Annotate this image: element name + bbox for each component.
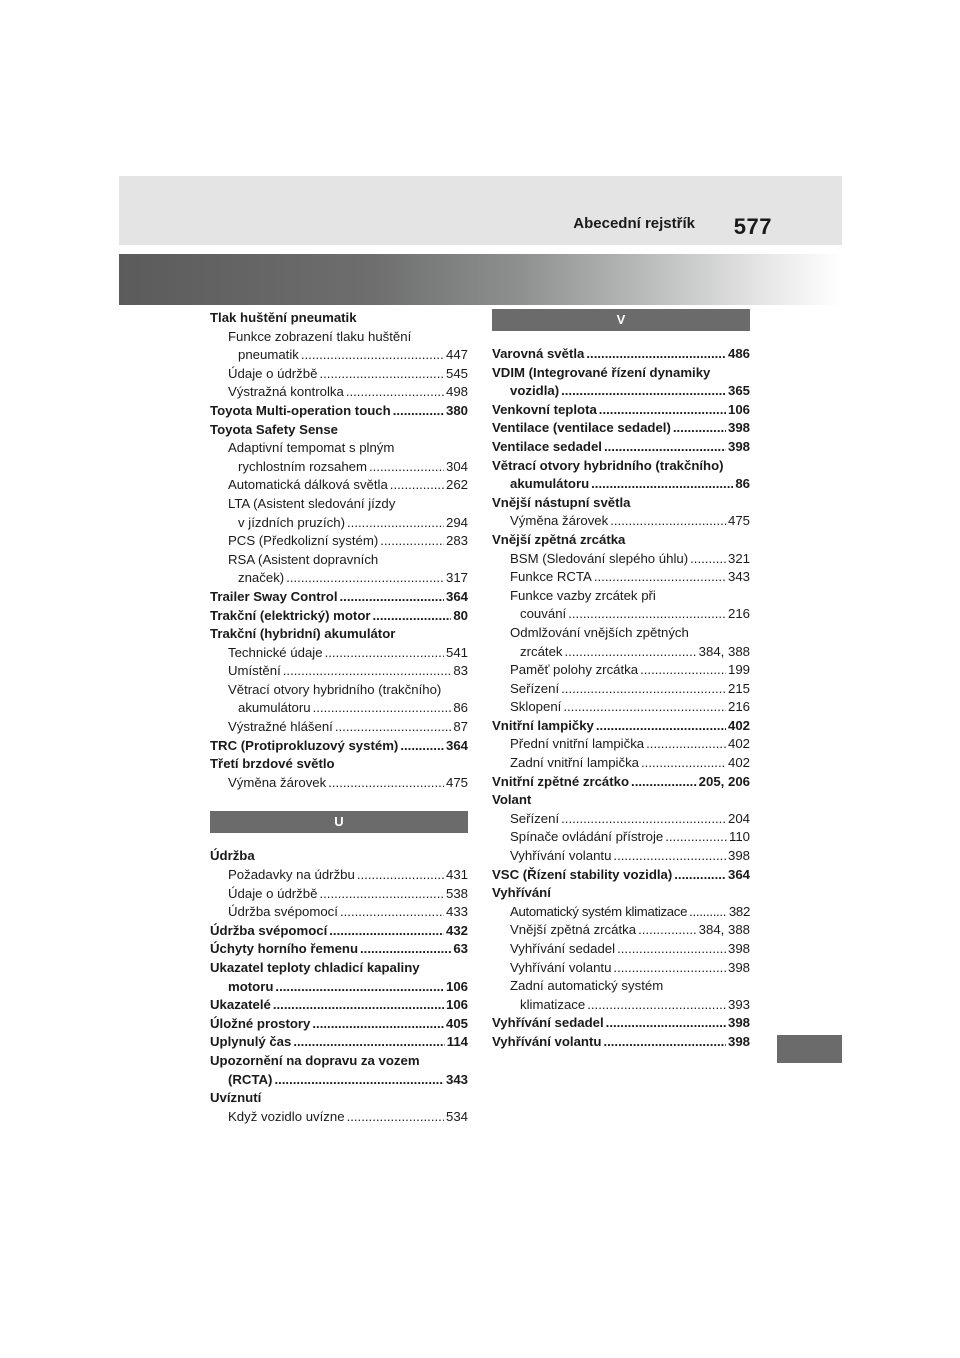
page-reference: 398 [727, 848, 750, 864]
index-entry [492, 438, 750, 457]
dot-leader [565, 643, 697, 662]
index-subentry [492, 977, 750, 1014]
index-subentry [492, 735, 750, 754]
index-entry [210, 959, 468, 996]
page-reference: 447 [445, 347, 468, 363]
index-subentry [210, 1108, 468, 1127]
page-reference: 87 [453, 719, 468, 735]
entry-text: Seřízení [510, 810, 560, 826]
dot-leader [373, 607, 452, 626]
page-reference: 384, 388 [698, 922, 750, 938]
page-reference: 343 [445, 1071, 468, 1087]
dot-leader [674, 866, 726, 885]
entry-text: Ukazatelé [210, 997, 271, 1013]
index-subentry [492, 512, 750, 531]
entry-text: Vnitřní lampičky [492, 717, 594, 733]
entry-text: Spínače ovládání přístroje [510, 829, 664, 845]
dot-leader [617, 940, 726, 959]
index-subentry [492, 847, 750, 866]
dot-leader [665, 828, 727, 847]
entry-text: RSA (Asistent dopravních [228, 551, 379, 567]
dot-leader [673, 419, 726, 438]
page-reference: 433 [445, 904, 468, 920]
index-entry [210, 1089, 468, 1108]
entry-text: TRC (Protiprokluzový systém) [210, 737, 399, 753]
entry-text: Přední vnitřní lampička [510, 736, 645, 752]
dot-leader [340, 903, 444, 922]
index-entry [492, 401, 750, 420]
index-subentry [210, 718, 468, 737]
entry-text: Údaje o údržbě [228, 885, 318, 901]
page-reference: 216 [727, 699, 750, 715]
decorative-header-band [119, 254, 842, 305]
dot-leader [561, 382, 726, 401]
index-entry [492, 791, 750, 810]
index-subentry [210, 885, 468, 904]
entry-text: akumulátoru [238, 700, 311, 716]
entry-text: Vyhřívání sedadel [492, 1015, 604, 1031]
dot-leader [380, 532, 444, 551]
page-reference: 475 [445, 774, 468, 790]
index-entry [210, 847, 468, 866]
index-entry [492, 419, 750, 438]
index-entry [492, 494, 750, 513]
page-reference: 294 [445, 514, 468, 530]
page-reference: 199 [727, 662, 750, 678]
page-reference: 432 [445, 922, 468, 938]
entry-text: Výstražné hlášení [228, 719, 333, 735]
index-subentry [492, 921, 750, 940]
entry-text: Toyota Multi-operation touch [210, 402, 391, 418]
entry-text: Funkce RCTA [510, 569, 592, 585]
index-entry [492, 717, 750, 736]
entry-text: Funkce zobrazení tlaku huštění [228, 328, 412, 344]
dot-leader [393, 402, 444, 421]
entry-text: Automatická dálková světla [228, 477, 388, 493]
index-subentry [210, 903, 468, 922]
dot-leader [603, 1033, 726, 1052]
entry-text: Varovná světla [492, 346, 585, 361]
dot-leader [638, 921, 697, 940]
page-reference: 431 [445, 867, 468, 883]
index-subentry [210, 662, 468, 681]
dot-leader [587, 996, 726, 1015]
page-reference: 343 [727, 569, 750, 585]
index-subentry [492, 828, 750, 847]
index-entry [492, 1033, 750, 1052]
entry-text: Výměna žárovek [228, 774, 327, 790]
page-reference: 80 [453, 607, 468, 623]
entry-text: Sklopení [510, 699, 562, 715]
entry-text: couvání [520, 606, 567, 622]
dot-leader [599, 401, 726, 420]
entry-text: Zadní automatický systém [510, 978, 664, 994]
dot-leader [335, 718, 452, 737]
index-subentry [492, 568, 750, 587]
index-subentry [492, 903, 750, 922]
dot-leader [646, 735, 726, 754]
dot-leader [346, 383, 444, 402]
dot-leader [641, 754, 726, 773]
page-reference: 262 [445, 477, 468, 493]
dot-leader [610, 512, 726, 531]
index-entry [492, 531, 750, 550]
page-reference: 364 [445, 737, 468, 753]
letter-header: U [210, 811, 468, 833]
page-reference: 541 [445, 644, 468, 660]
index-entry [210, 737, 468, 756]
page-reference: 106 [445, 997, 468, 1013]
dot-leader [586, 345, 726, 364]
page-reference: 398 [727, 941, 750, 956]
entry-text: Údaje o údržbě [228, 365, 318, 381]
index-entry [210, 1015, 468, 1034]
index-subentry [210, 383, 468, 402]
entry-text: Úchyty horního řemenu [210, 941, 359, 957]
entry-text: v jízdních pruzích) [238, 514, 346, 530]
entry-text: Toyota Safety Sense [210, 421, 339, 437]
index-entry [210, 309, 468, 328]
entry-text: Venkovní teplota [492, 401, 597, 417]
index-entry [492, 866, 750, 885]
page-reference: 384, 388 [698, 643, 750, 659]
page-reference: 215 [727, 680, 750, 696]
dot-leader [319, 885, 444, 904]
index-subentry [492, 959, 750, 978]
index-subentry [210, 495, 468, 532]
index-subentry [210, 774, 468, 793]
dot-leader [561, 810, 726, 829]
page-reference: 402 [727, 717, 750, 733]
entry-text: Větrací otvory hybridního (trakčního) [492, 457, 724, 473]
dot-leader [631, 773, 697, 792]
entry-text: pneumatik [238, 347, 299, 363]
index-entry [492, 884, 750, 903]
index-entry [210, 996, 468, 1015]
entry-text: Funkce vazby zrcátek při [510, 587, 656, 603]
entry-text: rychlostním rozsahem [238, 458, 367, 474]
dot-leader [369, 458, 444, 477]
dot-leader [325, 644, 444, 663]
dot-leader [301, 346, 444, 365]
dot-leader [613, 847, 726, 866]
page-reference: 393 [727, 996, 750, 1012]
index-subentry [210, 328, 468, 365]
index-entry [210, 402, 468, 421]
index-subentry [210, 532, 468, 551]
dot-leader [613, 959, 726, 978]
index-subentry [210, 551, 468, 588]
dot-leader [591, 475, 733, 494]
entry-text: Údržba svépomocí [228, 904, 338, 920]
index-entry [492, 345, 750, 364]
dot-leader [604, 438, 726, 457]
index-entry [210, 588, 468, 607]
dot-leader [328, 774, 444, 793]
index-entry [210, 607, 468, 626]
dot-leader [360, 940, 451, 959]
index-entry [210, 1033, 468, 1052]
entry-text: vozidla) [510, 383, 560, 399]
entry-text: Větrací otvory hybridního (trakčního) [228, 681, 442, 697]
chapter-tab [777, 1035, 842, 1063]
dot-leader [313, 699, 452, 718]
entry-text: Úložné prostory [210, 1015, 311, 1031]
index-entry [492, 1014, 750, 1033]
index-subentry [492, 680, 750, 699]
page-reference: 205, 206 [698, 773, 750, 789]
entry-text: BSM (Sledování slepého úhlu) [510, 550, 689, 566]
page-reference: 63 [453, 941, 468, 957]
page-reference: 402 [727, 755, 750, 771]
page-reference: 86 [735, 476, 750, 492]
dot-leader [274, 1071, 444, 1090]
index-entry [492, 773, 750, 792]
entry-text: Když vozidlo uvízne [228, 1108, 345, 1124]
entry-text: Vyhřívání sedadel [510, 941, 616, 956]
dot-leader [329, 922, 444, 941]
page-reference: 405 [445, 1015, 468, 1031]
entry-text: Požadavky na údržbu [228, 867, 355, 883]
entry-text: Upozornění na dopravu za vozem [210, 1052, 420, 1068]
index-entry [492, 457, 750, 494]
page-reference: 283 [445, 533, 468, 549]
index-subentry [210, 476, 468, 495]
dot-leader [400, 737, 444, 756]
dot-leader [357, 866, 444, 885]
entry-text: motoru [228, 978, 274, 994]
page-reference: 382 [728, 903, 750, 919]
entry-text: Ventilace (ventilace sedadel) [492, 420, 671, 436]
entry-text: Ventilace sedadel [492, 438, 602, 454]
dot-leader [286, 569, 444, 588]
index-subentry [492, 661, 750, 680]
entry-text: Zadní vnitřní lampička [510, 755, 639, 771]
index-subentry [492, 754, 750, 773]
page-reference: 486 [727, 346, 750, 361]
dot-leader [319, 365, 444, 384]
index-subentry [210, 866, 468, 885]
index-subentry [210, 644, 468, 663]
entry-text: VDIM (Integrované řízení dynamiky [492, 364, 711, 380]
index-subentry [492, 587, 750, 624]
index-subentry [210, 365, 468, 384]
entry-text: Paměť polohy zrcátka [510, 662, 639, 678]
entry-text: Výstražná kontrolka [228, 384, 344, 400]
dot-leader [690, 550, 726, 569]
entry-text: Trakční (elektrický) motor [210, 607, 371, 623]
page-reference: 106 [727, 401, 750, 417]
entry-text: Seřízení [510, 680, 560, 696]
dot-leader [273, 996, 444, 1015]
entry-text: Trailer Sway Control [210, 588, 338, 604]
entry-text: Vyhřívání volantu [510, 848, 612, 864]
page-reference: 534 [445, 1108, 468, 1124]
page-reference: 114 [446, 1034, 468, 1050]
entry-text: VSC (Řízení stability vozidla) [492, 866, 673, 882]
entry-text: klimatizace [520, 996, 586, 1012]
dot-leader [283, 662, 452, 681]
entry-text: Umístění [228, 663, 281, 679]
entry-text: Vnější zpětná zrcátka [492, 531, 626, 547]
index-subentry [492, 698, 750, 717]
index-subentry [210, 439, 468, 476]
page-reference: 110 [728, 829, 750, 845]
entry-text: Ukazatel teploty chladicí kapaliny [210, 960, 420, 975]
dot-leader [689, 903, 727, 922]
entry-text: Adaptivní tempomat s plným [228, 440, 395, 456]
entry-text: Uplynulý čas [210, 1034, 292, 1050]
entry-text: Vnější zpětná zrcátka [510, 922, 637, 938]
page-reference: 321 [727, 550, 750, 566]
entry-text: PCS (Předkolizní systém) [228, 533, 379, 549]
index-subentry [210, 681, 468, 718]
entry-text: Údržba [210, 848, 255, 864]
entry-text: Vyhřívání [492, 885, 551, 901]
entry-text: Vyhřívání volantu [510, 959, 612, 975]
entry-text: LTA (Asistent sledování jízdy [228, 495, 396, 511]
entry-text: Technické údaje [228, 644, 323, 660]
entry-text: Uvíznutí [210, 1090, 262, 1106]
index-entry [210, 625, 468, 644]
index-subentry [492, 624, 750, 661]
page-reference: 402 [727, 736, 750, 752]
page-reference: 498 [445, 384, 468, 400]
page-reference: 398 [727, 420, 750, 436]
page-reference: 365 [727, 383, 750, 399]
page-number: 577 [733, 214, 772, 239]
index-subentry [492, 810, 750, 829]
entry-text: Vnitřní zpětné zrcátko [492, 773, 630, 789]
index-column-right [492, 309, 750, 1052]
dot-leader [390, 476, 444, 495]
page-reference: 475 [727, 513, 750, 529]
page-reference: 304 [445, 458, 468, 474]
section-title: Abecední rejstřík [573, 215, 695, 232]
dot-leader [606, 1014, 726, 1033]
entry-text: Výměna žárovek [510, 513, 609, 529]
index-entry [492, 364, 750, 401]
page-reference: 204 [727, 810, 750, 826]
letter-header: V [492, 309, 750, 331]
dot-leader [312, 1015, 444, 1034]
dot-leader [640, 661, 726, 680]
index-entry [210, 1052, 468, 1089]
index-subentry [492, 940, 750, 959]
page-reference: 106 [445, 978, 468, 994]
page-reference: 317 [445, 570, 468, 586]
dot-leader [561, 680, 726, 699]
index-entry [210, 421, 468, 440]
page-reference: 364 [445, 588, 468, 604]
page-header [119, 176, 842, 245]
dot-leader [275, 978, 444, 997]
index-entry [210, 922, 468, 941]
entry-text: Vyhřívání volantu [492, 1033, 602, 1049]
entry-text: Třetí brzdové světlo [210, 756, 335, 772]
entry-text: Volant [492, 792, 532, 808]
entry-text: Vnější nástupní světla [492, 494, 631, 510]
page-reference: 398 [727, 438, 750, 454]
entry-text: zrcátek [520, 643, 563, 659]
entry-text: Odmlžování vnějších zpětných [510, 624, 689, 640]
index-subentry [492, 550, 750, 569]
entry-text: (RCTA) [228, 1071, 273, 1087]
entry-text: akumulátoru [510, 476, 590, 492]
entry-text: Tlak huštění pneumatik [210, 310, 357, 325]
page-reference: 538 [445, 885, 468, 901]
dot-leader [347, 1108, 444, 1127]
page-reference: 216 [727, 606, 750, 622]
dot-leader [568, 605, 726, 624]
entry-text: Údržba svépomocí [210, 922, 328, 938]
dot-leader [293, 1033, 444, 1052]
index-entry [210, 755, 468, 774]
page-reference: 83 [453, 663, 468, 679]
index-entry [210, 940, 468, 959]
page-reference: 398 [727, 1033, 750, 1049]
page-reference: 398 [727, 1015, 750, 1031]
dot-leader [563, 698, 726, 717]
entry-text: Automatický systém klimatizace [510, 903, 688, 919]
dot-leader [347, 514, 444, 533]
page-reference: 398 [727, 959, 750, 975]
dot-leader [594, 568, 726, 587]
page-reference: 380 [445, 402, 468, 418]
page-reference: 86 [453, 700, 468, 716]
entry-text: značek) [238, 570, 285, 586]
page-reference: 364 [727, 866, 750, 882]
page-reference: 545 [445, 365, 468, 381]
dot-leader [596, 717, 726, 736]
entry-text: Trakční (hybridní) akumulátor [210, 626, 396, 642]
dot-leader [340, 588, 444, 607]
index-column-left [210, 309, 468, 1126]
